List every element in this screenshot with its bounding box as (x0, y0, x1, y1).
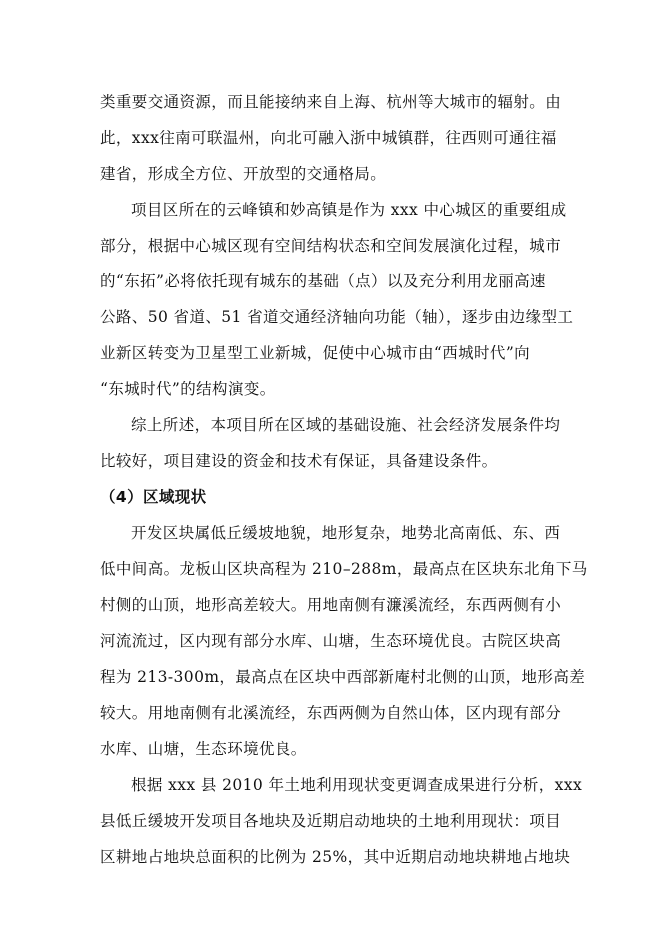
paragraph-4-line-5: 程为 213-300m，最高点在区块中西部新庵村北侧的山顶，地形高差 (100, 668, 586, 686)
paragraph-3-line-1: 综上所述，本项目所在区域的基础设施、社会经济发展条件均 (131, 416, 561, 434)
paragraph-4-line-3: 村侧的山顶，地形高差较大。用地南侧有濂溪流经，东西两侧有小 (100, 596, 562, 614)
paragraph-2-line-5: 业新区转变为卫星型工业新城，促使中心城市由“西城时代”向 (100, 344, 531, 362)
section-heading: （4）区域现状 (100, 488, 207, 506)
paragraph-3-line-2: 比较好，项目建设的资金和技术有保证，具备建设条件。 (100, 452, 498, 470)
paragraph-2-line-3: 的“东拓”必将依托现有城东的基础（点）以及充分利用龙丽高速 (100, 272, 546, 290)
paragraph-2-line-6: “东城时代”的结构演变。 (100, 380, 276, 398)
paragraph-5-line-3: 区耕地占地块总面积的比例为 25%，其中近期启动地块耕地占地块 (100, 848, 571, 866)
paragraph-1-line-1: 类重要交通资源，而且能接纳来自上海、杭州等大城市的辐射。由 (100, 93, 562, 111)
paragraph-4-line-7: 水库、山塘，生态环境优良。 (100, 740, 307, 758)
paragraph-1-line-3: 建省，形成全方位、开放型的交通格局。 (100, 165, 387, 183)
paragraph-4-line-4: 河流流过，区内现有部分水库、山塘，生态环境优良。古院区块高 (100, 632, 562, 650)
paragraph-2-line-4: 公路、50 省道、51 省道交通经济轴向功能（轴），逐步由边缘型工 (100, 308, 574, 326)
paragraph-4-line-6: 较大。用地南侧有北溪流经，东西两侧为自然山体，区内现有部分 (100, 704, 562, 722)
paragraph-5-line-1: 根据 xxx 县 2010 年土地利用现状变更调查成果进行分析，xxx (131, 776, 583, 794)
paragraph-2-line-2: 部分，根据中心城区现有空间结构状态和空间发展演化过程，城市 (100, 237, 562, 255)
paragraph-5-line-2: 县低丘缓坡开发项目各地块及近期启动地块的土地利用现状：项目 (100, 812, 562, 830)
paragraph-2-line-1: 项目区所在的云峰镇和妙高镇是作为 xxx 中心城区的重要组成 (131, 201, 567, 219)
paragraph-4-line-1: 开发区块属低丘缓坡地貌，地形复杂，地势北高南低、东、西 (131, 524, 561, 542)
paragraph-1-line-2: 此，xxx往南可联温州，向北可融入浙中城镇群，往西则可通往福 (100, 129, 557, 147)
paragraph-4-line-2: 低中间高。龙板山区块高程为 210–288m，最高点在区块东北角下马 (100, 560, 588, 578)
